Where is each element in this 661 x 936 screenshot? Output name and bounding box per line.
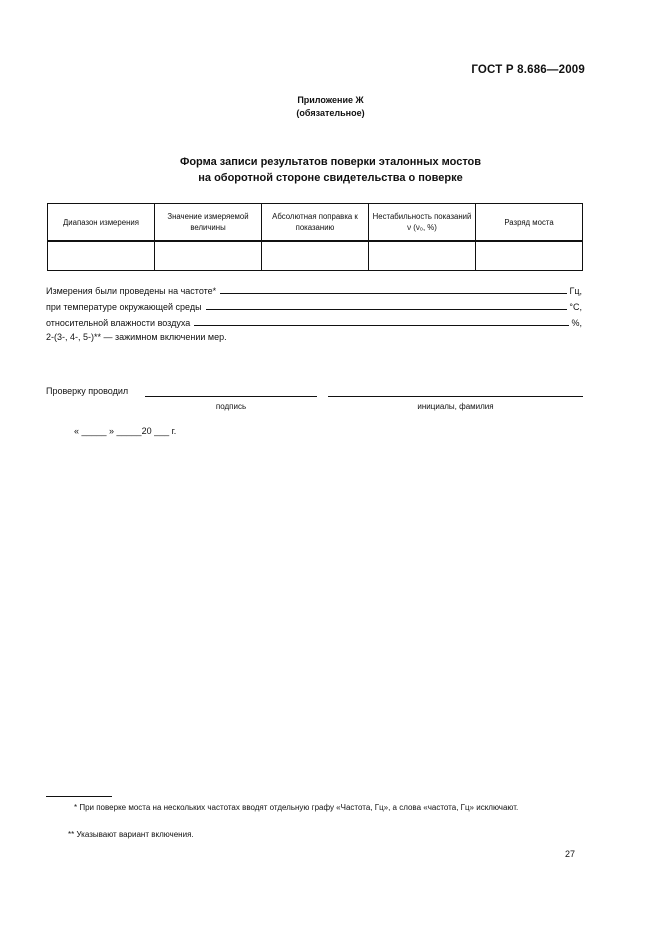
humidity-field[interactable] <box>194 324 569 326</box>
footnote-divider <box>46 796 112 797</box>
signature-field[interactable] <box>145 396 317 397</box>
name-caption: инициалы, фамилия <box>417 402 494 411</box>
table-cell[interactable] <box>262 241 369 271</box>
footnote-2: ** Указывают вариант включения. <box>68 830 194 839</box>
table-row <box>48 241 583 271</box>
table-cell[interactable] <box>155 241 262 271</box>
appendix-title: Приложение Ж <box>297 95 364 105</box>
table-cell[interactable] <box>48 241 155 271</box>
name-field[interactable] <box>328 396 583 397</box>
table-cell[interactable] <box>476 241 583 271</box>
frequency-unit: Гц, <box>569 286 582 296</box>
frequency-line <box>46 286 582 296</box>
appendix-subtitle: (обязательное) <box>296 108 365 118</box>
temperature-line <box>46 302 582 312</box>
table-header-row <box>48 204 583 242</box>
signature-caption: подпись <box>215 402 247 411</box>
footnote-1: * При поверке моста на нескольких частотах вводят отдельную графу «Частота, Гц», а слова «частота, Гц» исключают. <box>74 803 519 812</box>
frequency-label: Измерения были проведены на частоте* <box>46 286 217 296</box>
column-header-bridge-class: Разряд моста <box>476 204 583 242</box>
temperature-label: при температуре окружающей среды <box>46 302 202 312</box>
date-line[interactable]: « _____ » _____20 ___ г. <box>74 426 177 436</box>
humidity-unit: %, <box>571 318 582 328</box>
form-title-line-2: на оборотной стороне свидетельства о поверке <box>198 172 463 184</box>
form-title-line-1: Форма записи результатов поверки эталонных мостов <box>179 156 482 168</box>
column-header-value: Значение измеряемой величины <box>155 204 262 242</box>
document-number: ГОСТ Р 8.686—2009 <box>471 64 585 76</box>
temperature-unit: °С, <box>569 302 582 312</box>
column-header-correction: Абсолютная поправка к показанию <box>262 204 369 242</box>
frequency-field[interactable] <box>220 292 567 294</box>
temperature-field[interactable] <box>206 308 568 310</box>
column-header-instability: Нестабильность показаний ν (ν₀, %) <box>369 204 476 242</box>
column-header-range: Диапазон измерения <box>48 204 155 242</box>
humidity-label: относительной влажности воздуха <box>46 318 191 328</box>
humidity-line <box>46 318 582 328</box>
clamping-text: 2-(3-, 4-, 5-)** — зажимном включении мер. <box>46 332 227 342</box>
verifier-label: Проверку проводил <box>46 386 129 396</box>
page-number: 27 <box>564 849 575 859</box>
table-cell[interactable] <box>369 241 476 271</box>
results-table <box>47 203 583 271</box>
